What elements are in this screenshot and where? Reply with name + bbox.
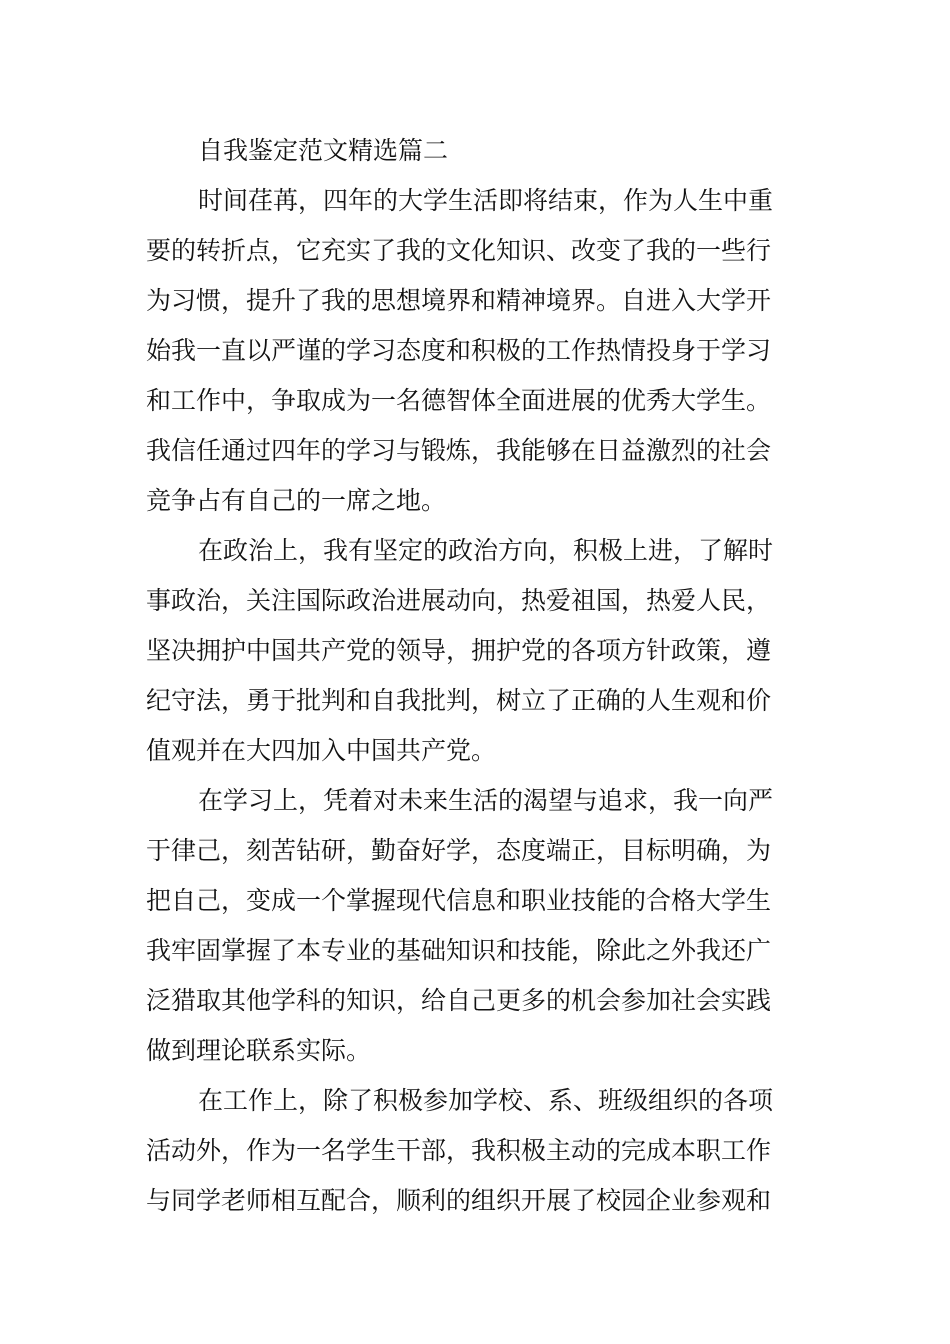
paragraph-study — [146, 776, 810, 1076]
paragraph-line: 我信任通过四年的学习与锻炼，我能够在日益激烈的社会 — [146, 436, 772, 465]
paragraph-line: 和工作中，争取成为一名德智体全面进展的优秀大学生。 — [146, 386, 772, 415]
paragraph-line: 纪守法，勇于批判和自我批判，树立了正确的人生观和价 — [146, 686, 772, 715]
paragraph-line: 时间荏苒，四年的大学生活即将结束，作为人生中重 — [198, 186, 774, 215]
paragraph-line: 要的转折点，它充实了我的文化知识、改变了我的一些行 — [146, 236, 772, 265]
paragraph-line: 坚决拥护中国共产党的领导，拥护党的各项方针政策，遵 — [146, 636, 772, 665]
paragraph-line: 与同学老师相互配合，顺利的组织开展了校园企业参观和 — [146, 1186, 772, 1215]
paragraph-line: 竞争占有自己的一席之地。 — [146, 486, 447, 515]
paragraph-line: 于律己，刻苦钻研，勤奋好学，态度端正，目标明确，为 — [146, 836, 772, 865]
paragraph-line: 始我一直以严谨的学习态度和积极的工作热情投身于学习 — [146, 336, 772, 365]
document-body — [146, 126, 810, 1226]
document-title: 自我鉴定范文精选篇二 — [198, 136, 449, 165]
paragraph-line: 把自己，变成一个掌握现代信息和职业技能的合格大学生 — [146, 886, 772, 915]
paragraph-intro — [146, 176, 810, 526]
paragraph-line: 为习惯，提升了我的思想境界和精神境界。自进入大学开 — [146, 286, 772, 315]
paragraph-line: 做到理论联系实际。 — [146, 1036, 372, 1065]
paragraph-line: 泛猎取其他学科的知识，给自己更多的机会参加社会实践 — [146, 986, 772, 1015]
paragraph-line: 我牢固掌握了本专业的基础知识和技能，除此之外我还广 — [146, 936, 772, 965]
paragraph-line: 在工作上，除了积极参加学校、系、班级组织的各项 — [198, 1086, 774, 1115]
paragraph-line: 在学习上，凭着对未来生活的渴望与追求，我一向严 — [198, 786, 774, 815]
paragraph-line: 在政治上，我有坚定的政治方向，积极上进，了解时 — [198, 536, 774, 565]
paragraph-line: 事政治，关注国际政治进展动向，热爱祖国，热爱人民， — [146, 586, 772, 615]
paragraph-line: 活动外，作为一名学生干部，我积极主动的完成本职工作 — [146, 1136, 772, 1165]
paragraph-work — [146, 1076, 810, 1226]
paragraph-politics — [146, 526, 810, 776]
paragraph-line: 值观并在大四加入中国共产党。 — [146, 736, 497, 765]
